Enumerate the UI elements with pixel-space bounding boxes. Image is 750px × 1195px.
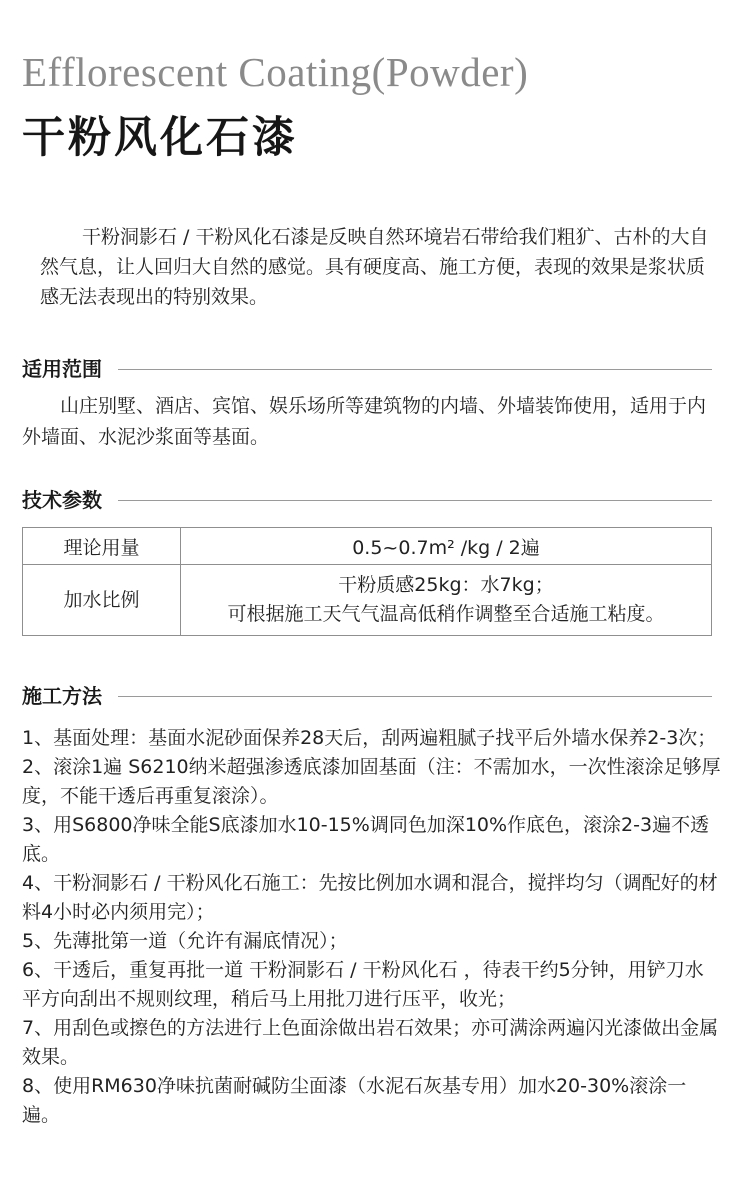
specs-heading: 技术参数 (22, 488, 102, 512)
water-ratio-line-1: 干粉质感25kg：水7kg； (338, 574, 554, 596)
spec-table (22, 527, 712, 636)
list-item: 7、用刮色或擦色的方法进行上色面涂做出岩石效果；亦可满涂两遍闪光漆做出金属效果。 (22, 1017, 719, 1068)
method-steps (22, 724, 722, 1130)
list-item: 3、用S6800净味全能S底漆加水10-15%调同色加深10%作底色，滚涂2-3遍不透底。 (22, 814, 710, 865)
intro-paragraph (40, 222, 715, 312)
english-title: Efflorescent Coating(Powder) (22, 49, 529, 95)
list-item: 1、基面处理：基面水泥砂面保养28天后，刮两遍粗腻子找平后外墙水保养2-3次； (22, 727, 717, 749)
spec-key-coverage: 理论用量 (23, 528, 181, 565)
list-item: 5、先薄批第一道（允许有漏底情况）； (22, 930, 348, 952)
list-item: 2、滚涂1遍 S6210纳米超强渗透底漆加固基面（注：不需加水，一次性滚涂足够厚度，不能干透后再重复滚涂）。 (22, 756, 721, 807)
scope-heading: 适用范围 (22, 357, 102, 381)
list-item: 6、干透后，重复再批一道 干粉洞影石 / 干粉风化石 ，待表干约5分钟，用铲刀水平方向刮出不规则纹理，稍后马上用批刀进行压平，收光； (22, 959, 704, 1010)
specs-section-header (22, 490, 712, 510)
method-divider (118, 696, 712, 697)
scope-section-header (22, 359, 712, 379)
method-heading: 施工方法 (22, 684, 102, 708)
spec-value-coverage: 0.5~0.7m² /kg / 2遍 (181, 528, 712, 565)
table-row (23, 565, 712, 636)
list-item: 8、使用RM630净味抗菌耐碱防尘面漆（水泥石灰基专用）加水20-30%滚涂一遍。 (22, 1075, 687, 1126)
table-row (23, 528, 712, 565)
water-ratio-line-2: 可根据施工天气气温高低稍作调整至合适施工粘度。 (227, 603, 665, 625)
method-section-header (22, 686, 712, 706)
list-item: 4、干粉洞影石 / 干粉风化石施工：先按比例加水调和混合，搅拌均匀（调配好的材料4小时必内须用完）； (22, 872, 718, 923)
spec-key-water-ratio: 加水比例 (23, 565, 181, 636)
chinese-title: 干粉风化石漆 (22, 113, 298, 163)
scope-text: 山庄别墅、酒店、宾馆、娱乐场所等建筑物的内墙、外墙装饰使用，适用于内外墙面、水泥沙浆面等基面。 (22, 395, 707, 448)
scope-divider (118, 369, 712, 370)
intro-text: 干粉洞影石 / 干粉风化石漆是反映自然环境岩石带给我们粗犷、古朴的大自然气息，让人回归大自然的感觉。具有硬度高、施工方便，表现的效果是浆状质感无法表现出的特别效果。 (40, 226, 709, 308)
specs-divider (118, 500, 712, 501)
spec-value-water-ratio (181, 565, 712, 636)
